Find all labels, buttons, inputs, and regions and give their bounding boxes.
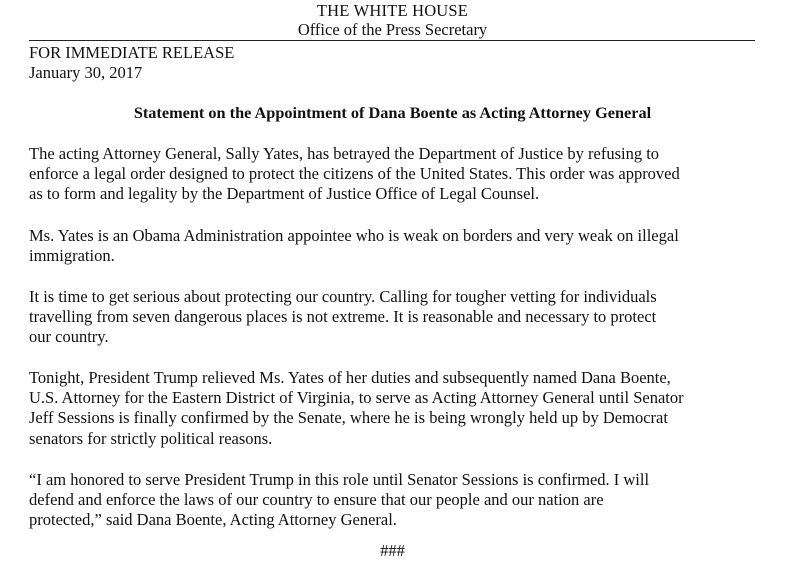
paragraph-line: The acting Attorney General, Sally Yates, has betrayed the Department of Justice by refusing to [29,144,660,163]
paragraph-line: Tonight, President Trump relieved Ms. Yates of her duties and subsequently named Dana Boente, [29,368,671,387]
paragraph-line: our country. [29,327,109,347]
paragraph-line: U.S. Attorney for the Eastern District of Virginia, to serve as Acting Attorney General until Senator [29,388,684,408]
end-mark: ### [380,541,405,560]
paragraph-line: immigration. [29,246,115,266]
paragraph-5-quote [29,470,769,531]
header-title: THE WHITE HOUSE [316,1,469,20]
paragraph-line: Jeff Sessions is finally confirmed by the Senate, where he is being wrongly held up by Democrat [29,408,668,428]
paragraph-line: senators for strictly political reasons. [29,428,273,448]
paragraph-3 [29,287,769,348]
paragraph-1 [29,144,769,205]
paragraph-line: It is time to get serious about protecting our country. Calling for tougher vetting for individuals [29,287,657,306]
paragraph-line: travelling from seven dangerous places is not extreme. It is reasonable and necessary to protect [29,307,657,327]
paragraph-2 [29,226,769,266]
header-divider [29,40,755,41]
paragraph-line: as to form and legality by the Department of Justice Office of Legal Counsel. [29,184,540,204]
paragraph-4 [29,368,769,449]
paragraph-line: defend and enforce the laws of our country to ensure that our people and our nation are [29,490,604,510]
paragraph-line: “I am honored to serve President Trump in this role until Senator Sessions is confirmed. I will [29,470,650,489]
release-date: January 30, 2017 [29,63,143,82]
header-subtitle: Office of the Press Secretary [297,20,488,39]
statement-headline: Statement on the Appointment of Dana Boente as Acting Attorney General [133,103,652,122]
paragraph-line: enforce a legal order designed to protect the citizens of the United States. This order was approved [29,164,680,184]
release-label: FOR IMMEDIATE RELEASE [29,43,235,62]
paragraph-line: Ms. Yates is an Obama Administration appointee who is weak on borders and very weak on illegal [29,226,679,245]
paragraph-line: protected,” said Dana Boente, Acting Attorney General. [29,510,397,530]
